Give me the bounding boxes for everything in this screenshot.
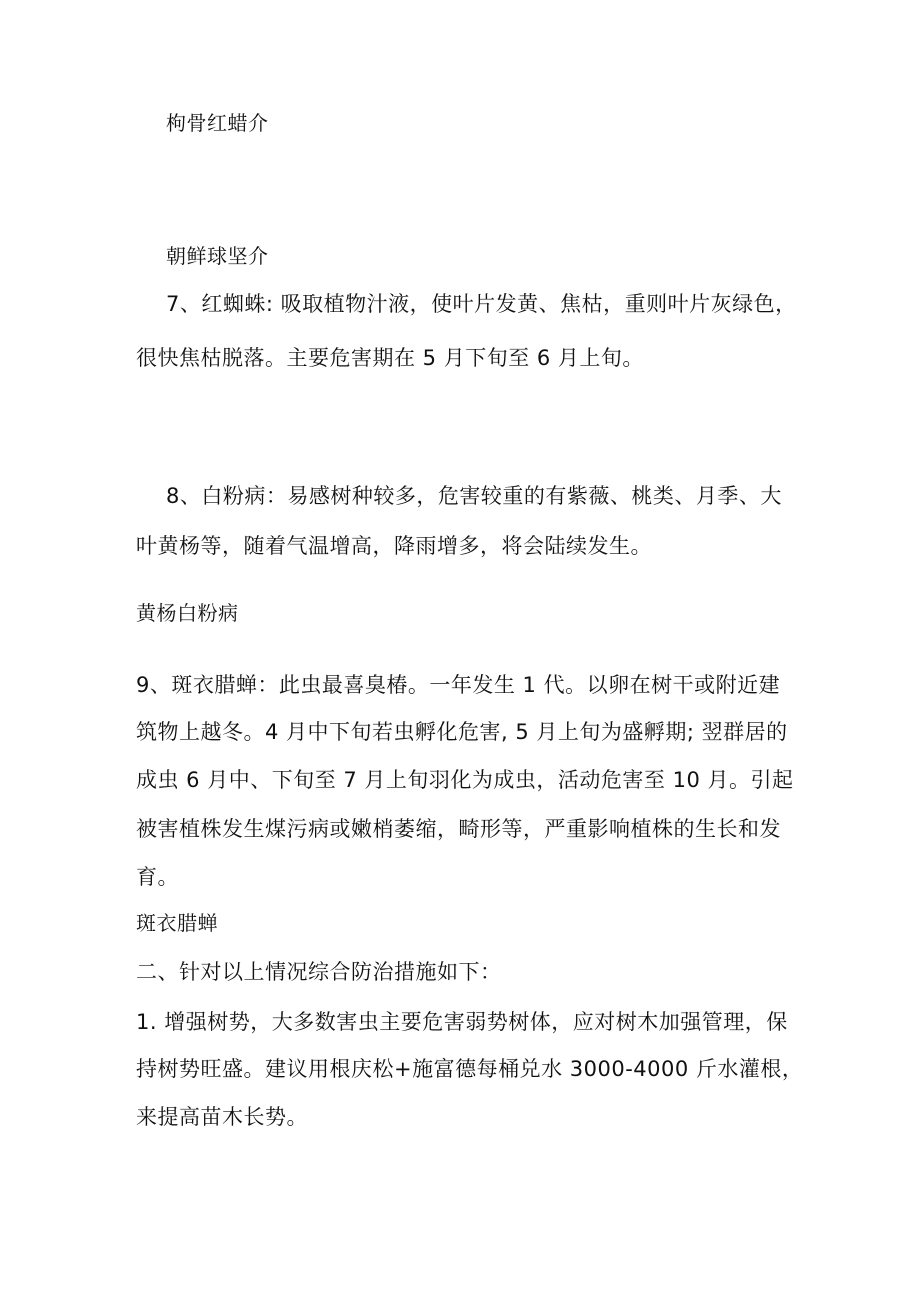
- item-9-line-1: 9、斑衣腊蝉：此虫最喜臭椿。一年发生 1 代。以卵在树干或附近建: [136, 673, 781, 697]
- item-9-line-2: 筑物上越冬。4 月中下旬若虫孵化危害, 5 月上旬为盛孵期; 翌群居的: [136, 720, 788, 744]
- measure-1-line-2: 持树势旺盛。建议用根庆松+施富德每桶兑水 3000-4000 斤水灌根，: [136, 1057, 804, 1081]
- section-2-heading: 二、针对以上情况综合防治措施如下：: [136, 960, 502, 984]
- item-9-line-5: 育。: [136, 865, 179, 889]
- caption-huangyang-baifenbing: 黄杨白粉病: [136, 601, 239, 625]
- item-8-line-1: 8、白粉病：易感树种较多，危害较重的有紫薇、桃类、月季、大: [166, 484, 782, 508]
- item-7-line-2: 很快焦枯脱落。主要危害期在 5 月下旬至 6 月上旬。: [136, 346, 644, 370]
- caption-chaoxian-qiujian: 朝鲜球坚介: [166, 244, 269, 268]
- caption-banyi-lachan: 斑衣腊蝉: [136, 911, 218, 935]
- item-9-line-4: 被害植株发生煤污病或嫩梢萎缩，畸形等，严重影响植株的生长和发: [136, 817, 781, 841]
- measure-1-line-3: 来提高苗木长势。: [136, 1105, 308, 1129]
- measure-1-line-1: 1. 增强树势，大多数害虫主要危害弱势树体，应对树木加强管理，保: [136, 1010, 788, 1034]
- caption-gougu-hongla: 枸骨红蜡介: [166, 111, 269, 135]
- item-8-line-2: 叶黄杨等，随着气温增高，降雨增多，将会陆续发生。: [136, 534, 652, 558]
- item-9-line-3: 成虫 6 月中、下旬至 7 月上旬羽化为成虫，活动危害至 10 月。引起: [136, 768, 794, 792]
- item-7-line-1: 7、红蜘蛛: 吸取植物汁液，使叶片发黄、焦枯，重则叶片灰绿色，: [166, 292, 797, 316]
